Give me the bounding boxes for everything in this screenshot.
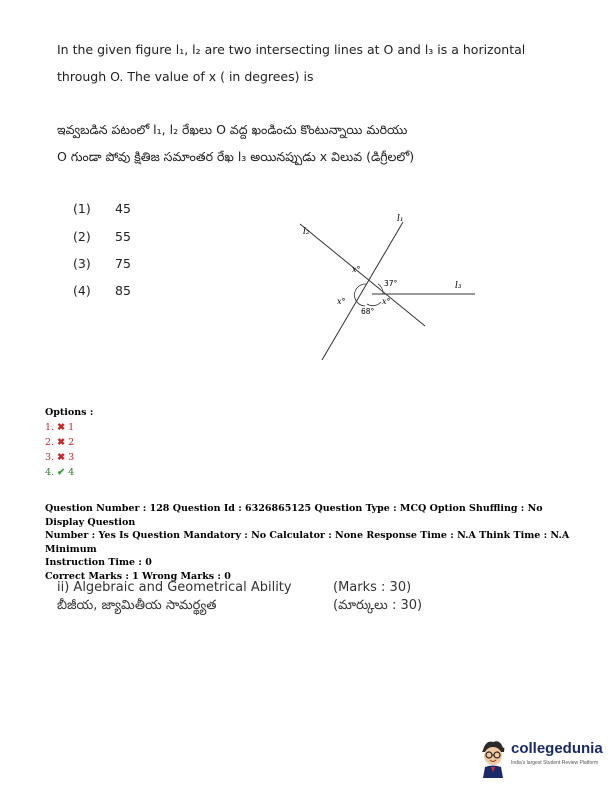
- label-x-top: x°: [352, 265, 361, 274]
- choice-number: (3): [73, 256, 91, 271]
- meta-line2: Number : Yes Is Question Mandatory : No Calculator : None Response Time : N.A Think Time : N.A Minimum: [45, 530, 570, 555]
- option-value: 2: [68, 437, 75, 448]
- section-title-telugu: బీజీయ, జ్యామితీయ సామర్థ్యత: [57, 598, 217, 613]
- choice-number: (1): [73, 201, 91, 216]
- label-l1: l₁: [397, 214, 404, 224]
- meta-line3: Instruction Time : 0: [45, 557, 152, 568]
- options-header: Options :: [45, 407, 94, 418]
- logo-tagline: India's largest Student Review Platform: [511, 760, 599, 766]
- option-item-2: [45, 435, 93, 450]
- cross-icon: ✖: [57, 437, 66, 448]
- choice-value: 75: [115, 256, 131, 271]
- cross-icon: ✖: [57, 452, 66, 463]
- check-icon: ✔: [57, 467, 66, 478]
- angle-arc-68: [367, 302, 381, 306]
- option-label: 1.: [45, 422, 55, 433]
- label-x-right: x°: [382, 297, 391, 306]
- logo-name: collegedunia: [511, 740, 603, 757]
- choice-value: 85: [115, 283, 131, 298]
- option-label: 4.: [45, 467, 55, 478]
- question-telugu: [57, 116, 577, 170]
- meta-line1: Question Number : 128 Question Id : 6326865125 Question Type : MCQ Option Shuffling : No Display Question: [45, 503, 543, 528]
- option-label: 2.: [45, 437, 55, 448]
- question-english-line2: through O. The value of x ( in degrees) is: [57, 69, 314, 84]
- section-marks: [333, 579, 422, 615]
- section-marks-english: (Marks : 30): [333, 580, 412, 595]
- question-telugu-line2: O గుండా పోవు క్షితిజ సమాంతర రేఖ l₃ అయినప్పుడు x విలువ (డిగ్రీలలో): [57, 149, 415, 164]
- option-item-3: [45, 450, 93, 465]
- question-english: [57, 36, 577, 90]
- label-angle-37: 37°: [384, 279, 398, 288]
- option-value: 3: [68, 452, 75, 463]
- label-l3: l₃: [455, 281, 462, 291]
- choice-3: [73, 256, 131, 271]
- option-item-1: [45, 420, 93, 435]
- label-l2: l₂: [303, 227, 310, 237]
- mascot-icon: [478, 738, 508, 778]
- question-telugu-line1: ఇవ్వబడిన పటంలో l₁, l₂ రేఖలు O వద్ద ఖండించు కొంటున్నాయి మరియు: [57, 122, 408, 137]
- option-label: 3.: [45, 452, 55, 463]
- label-angle-68: 68°: [361, 307, 375, 316]
- question-english-line1: In the given figure l₁, l₂ are two intersecting lines at O and l₃ is a horizontal: [57, 42, 526, 57]
- collegedunia-logo: [478, 738, 603, 778]
- option-item-4: [45, 465, 93, 480]
- choice-1: [73, 201, 131, 216]
- question-metadata: [45, 502, 570, 583]
- section-heading: [57, 579, 292, 615]
- choice-4: [73, 283, 131, 298]
- option-value: 4: [68, 467, 75, 478]
- choice-number: (4): [73, 283, 91, 298]
- options-list: [45, 405, 93, 480]
- intersecting-lines-figure: [285, 212, 485, 364]
- cross-icon: ✖: [57, 422, 66, 433]
- choice-2: [73, 229, 131, 244]
- choice-value: 45: [115, 201, 131, 216]
- section-marks-telugu: (మార్కులు : 30): [333, 598, 423, 613]
- angle-arc-37: [378, 284, 383, 294]
- meta-line4: Correct Marks : 1 Wrong Marks : 0: [45, 570, 231, 582]
- section-title-english: ii) Algebraic and Geometrical Ability: [57, 580, 292, 595]
- choice-value: 55: [115, 229, 131, 244]
- label-x-left: x°: [337, 297, 346, 306]
- option-value: 1: [68, 422, 75, 433]
- choice-number: (2): [73, 229, 91, 244]
- line-l1: [322, 222, 403, 360]
